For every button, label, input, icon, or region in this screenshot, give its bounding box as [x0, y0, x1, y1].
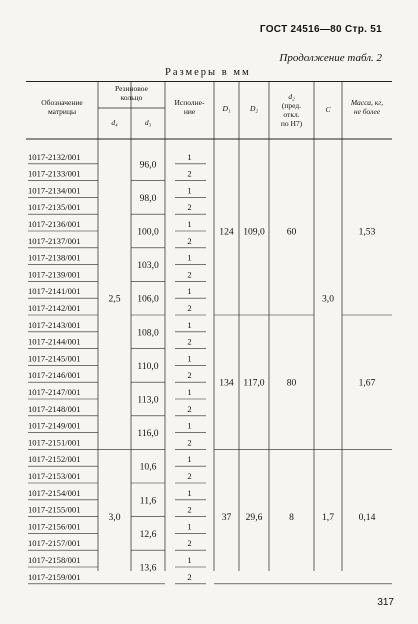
row-designation: 1017-2143/001 [28, 319, 81, 330]
d3-value: 96,0 [139, 159, 157, 171]
continuation-note: Продолжение табл. 2 [279, 52, 382, 64]
row-variant: 2 [187, 538, 192, 549]
row-designation: 1017-2139/001 [28, 269, 81, 280]
row-designation: 1017-2137/001 [28, 235, 81, 246]
standard-code: ГОСТ 24516—80 [259, 24, 342, 35]
header-designation: Обозначение [41, 98, 83, 107]
d3-value: 106,0 [137, 293, 159, 305]
header-designation: матрицы [47, 107, 77, 116]
D2-value: 29,6 [245, 512, 263, 524]
row-variant: 2 [187, 235, 192, 246]
d4-value: 3,0 [108, 512, 121, 524]
row-variant: 2 [187, 571, 192, 582]
row-designation: 1017-2145/001 [28, 353, 81, 364]
row-designation: 1017-2154/001 [28, 487, 81, 498]
header-variant: ние [183, 107, 196, 116]
page-number: 317 [377, 597, 394, 608]
header-variant: Исполне- [174, 98, 205, 107]
D1-value: 134 [219, 377, 234, 389]
d3-value: 11,6 [139, 495, 157, 507]
d2-value: 60 [286, 226, 297, 238]
row-variant: 1 [187, 219, 192, 229]
dimensions-table [26, 81, 392, 582]
d3-value: 10,6 [139, 461, 157, 473]
row-variant: 2 [187, 269, 192, 280]
header-d2: d₂ [288, 92, 295, 101]
header-D1: D₁ [222, 104, 231, 113]
row-variant: 2 [187, 303, 192, 313]
d3-value: 108,0 [137, 327, 159, 339]
row-variant: 1 [187, 252, 192, 263]
row-variant: 1 [187, 454, 192, 465]
row-variant: 2 [187, 370, 192, 381]
header-ring: кольцо [120, 93, 143, 102]
row-designation: 1017-2155/001 [28, 504, 81, 515]
page-header [260, 24, 382, 35]
d2-value: 80 [286, 377, 297, 389]
d3-value: 13,6 [139, 562, 157, 574]
row-variant: 1 [187, 521, 192, 532]
row-variant: 2 [187, 504, 192, 515]
row-designation: 1017-2156/001 [28, 521, 81, 532]
row-variant: 1 [187, 319, 192, 330]
header-mass: не более [353, 107, 381, 116]
d3-value: 100,0 [137, 226, 159, 238]
row-designation: 1017-2141/001 [28, 286, 81, 297]
header-d2: по H7) [280, 119, 303, 128]
row-variant: 2 [187, 437, 192, 448]
header-C: C [325, 105, 331, 114]
mass-value: 0,14 [358, 512, 376, 524]
row-variant: 1 [187, 487, 192, 498]
d3-value: 116,0 [137, 428, 159, 440]
row-variant: 2 [187, 202, 192, 213]
row-designation: 1017-2132/001 [28, 151, 81, 162]
header-d2: (пред. [281, 101, 302, 110]
header-d3: d₃ [144, 118, 152, 127]
row-variant: 1 [187, 151, 192, 162]
header-d4: d₄ [111, 118, 118, 127]
row-variant: 2 [187, 403, 192, 414]
row-variant: 2 [187, 336, 192, 347]
C-value: 1,7 [322, 512, 334, 524]
D2-value: 117,0 [243, 377, 265, 389]
D1-value: 37 [221, 512, 232, 524]
d3-value: 113,0 [137, 394, 159, 406]
C-value: 3,0 [322, 293, 334, 305]
mass-value: 1,67 [358, 377, 376, 389]
row-designation: 1017-2146/001 [28, 370, 81, 381]
sizes-caption: Размеры в мм [165, 67, 251, 78]
row-designation: 1017-2158/001 [28, 555, 81, 565]
header-d2: откл. [283, 110, 300, 119]
header-mass: Масса, кг, [350, 98, 384, 107]
row-designation: 1017-2138/001 [28, 252, 81, 263]
row-designation: 1017-2134/001 [28, 185, 81, 196]
row-designation: 1017-2148/001 [28, 403, 81, 414]
D1-value: 124 [219, 226, 234, 238]
row-designation: 1017-2153/001 [28, 471, 81, 481]
d3-value: 103,0 [137, 260, 159, 272]
row-designation: 1017-2152/001 [28, 454, 81, 465]
row-designation: 1017-2151/001 [28, 437, 81, 448]
row-designation: 1017-2136/001 [28, 219, 81, 229]
row-variant: 1 [187, 555, 192, 565]
row-designation: 1017-2157/001 [28, 538, 81, 549]
row-variant: 1 [187, 185, 192, 196]
row-variant: 1 [187, 286, 192, 297]
page-label: Стр. 51 [344, 24, 382, 35]
row-designation: 1017-2135/001 [28, 202, 81, 213]
row-variant: 1 [187, 353, 192, 364]
row-designation: 1017-2142/001 [28, 303, 81, 313]
d3-value: 98,0 [139, 192, 157, 204]
d2-value: 8 [289, 512, 294, 524]
d3-value: 110,0 [137, 360, 159, 372]
d3-value: 12,6 [139, 528, 157, 540]
row-designation: 1017-2147/001 [28, 387, 81, 397]
header-D2: D₂ [249, 104, 259, 113]
row-variant: 1 [187, 387, 192, 397]
row-variant: 1 [187, 420, 192, 431]
mass-value: 1,53 [358, 226, 376, 238]
row-designation: 1017-2159/001 [28, 571, 81, 582]
D2-value: 109,0 [243, 226, 265, 238]
header-ring: Резиновое [115, 84, 148, 93]
row-designation: 1017-2144/001 [28, 336, 81, 347]
d4-value: 2,5 [108, 293, 121, 305]
row-designation: 1017-2133/001 [28, 168, 81, 179]
row-variant: 2 [187, 168, 192, 179]
row-designation: 1017-2149/001 [28, 420, 81, 431]
row-variant: 2 [187, 471, 192, 481]
